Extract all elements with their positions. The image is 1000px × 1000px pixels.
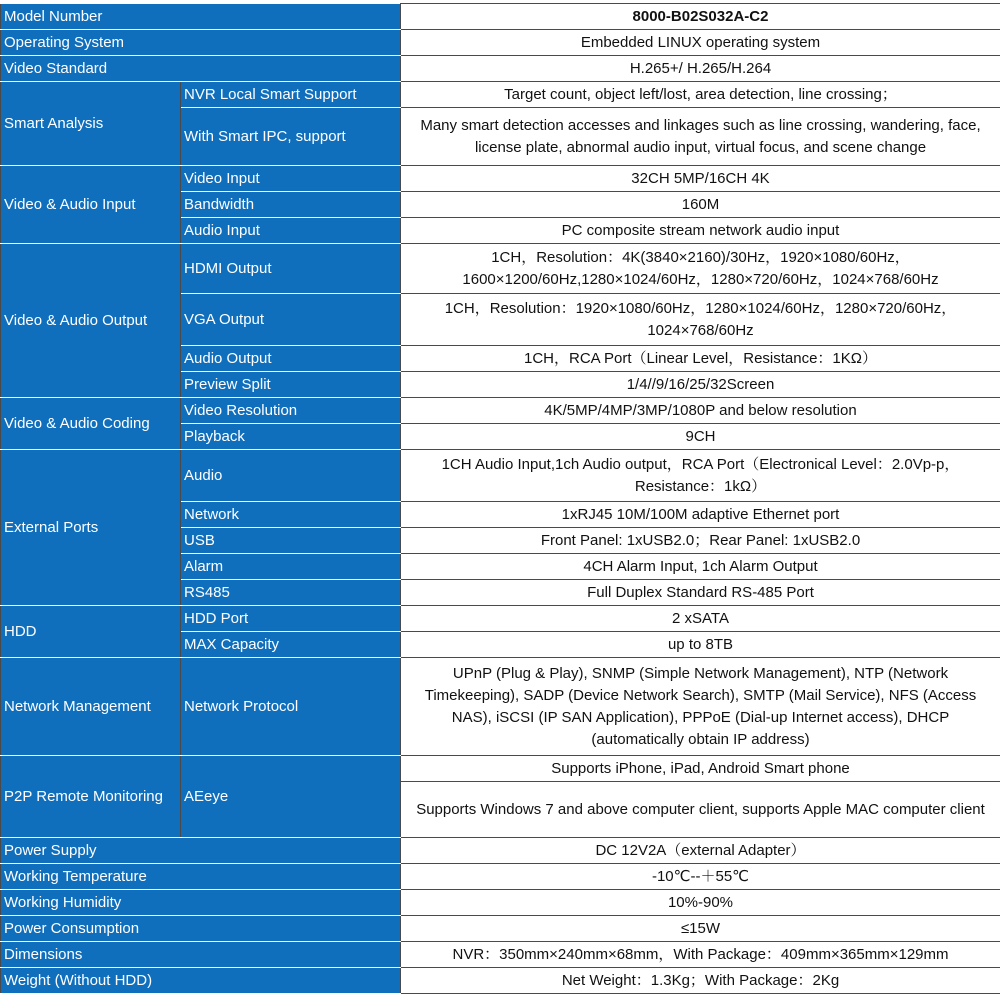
spec-row [1,4,1000,30]
spec-label-cell: AEeye [181,756,401,838]
spec-label-cell: Video & Audio Input [1,166,181,244]
spec-label-cell: Video & Audio Output [1,244,181,398]
spec-row [1,916,1000,942]
spec-label-cell: HDMI Output [181,244,401,294]
spec-label-cell: Dimensions [1,942,401,968]
spec-row [1,30,1000,56]
spec-value-cell: 4K/5MP/4MP/3MP/1080P and below resolution [401,398,1000,424]
spec-label-cell: Preview Split [181,372,401,398]
spec-row [1,56,1000,82]
spec-row [1,244,1000,294]
spec-label-cell: Weight (Without HDD) [1,968,401,994]
spec-label-cell: P2P Remote Monitoring [1,756,181,838]
spec-value-cell: ≤15W [401,916,1000,942]
spec-value-cell: DC 12V2A（external Adapter） [401,838,1000,864]
spec-value-cell: 32CH 5MP/16CH 4K [401,166,1000,192]
spec-label-cell: Video Input [181,166,401,192]
spec-label-cell: Video & Audio Coding [1,398,181,450]
spec-value-cell: Supports Windows 7 and above computer client, supports Apple MAC computer client [401,782,1000,838]
spec-value-cell: 1/4//9/16/25/32Screen [401,372,1000,398]
spec-value-cell: -10℃--＋55℃ [401,864,1000,890]
spec-value-cell: 8000-B02S032A-C2 [401,4,1000,30]
spec-row [1,450,1000,502]
spec-value-cell: 1CH，Resolution：1920×1080/60Hz，1280×1024/60Hz，1280×720/60Hz，1024×768/60Hz [401,294,1000,346]
spec-row [1,942,1000,968]
spec-value-cell: PC composite stream network audio input [401,218,1000,244]
spec-label-cell: Playback [181,424,401,450]
spec-row [1,398,1000,424]
spec-label-cell: Network [181,502,401,528]
spec-label-cell: Operating System [1,30,401,56]
spec-value-cell: UPnP (Plug & Play), SNMP (Simple Network Management), NTP (Network Timekeeping), SADP (Device Network Search), SMTP (Mail Service), NFS (Access NAS), iSCSI (IP SAN Application), PPPoE (Dial-up Internet access), DHCP (automatically obtain IP address) [401,658,1000,756]
spec-label-cell: NVR Local Smart Support [181,82,401,108]
spec-label-cell: Bandwidth [181,192,401,218]
spec-row [1,606,1000,632]
spec-label-cell: Video Standard [1,56,401,82]
spec-value-cell: up to 8TB [401,632,1000,658]
spec-label-cell: Network Management [1,658,181,756]
spec-label-cell: Audio [181,450,401,502]
spec-value-cell: Supports iPhone, iPad, Android Smart phone [401,756,1000,782]
spec-label-cell: VGA Output [181,294,401,346]
spec-value-cell: 1CH Audio Input,1ch Audio output，RCA Port（Electronical Level：2.0Vp-p，Resistance：1kΩ） [401,450,1000,502]
spec-label-cell: With Smart IPC, support [181,108,401,166]
spec-row [1,82,1000,108]
spec-value-cell: 1CH，Resolution：4K(3840×2160)/30Hz，1920×1080/60Hz，1600×1200/60Hz,1280×1024/60Hz，1280×720/60Hz，1024×768/60Hz [401,244,1000,294]
spec-value-cell: Front Panel: 1xUSB2.0；Rear Panel: 1xUSB2.0 [401,528,1000,554]
spec-value-cell: NVR：350mm×240mm×68mm，With Package：409mm×365mm×129mm [401,942,1000,968]
spec-label-cell: HDD Port [181,606,401,632]
spec-value-cell: 1CH，RCA Port（Linear Level，Resistance：1KΩ） [401,346,1000,372]
spec-label-cell: Audio Input [181,218,401,244]
spec-label-cell: USB [181,528,401,554]
spec-row [1,658,1000,756]
spec-label-cell: Working Humidity [1,890,401,916]
spec-value-cell: 1xRJ45 10M/100M adaptive Ethernet port [401,502,1000,528]
spec-value-cell: Many smart detection accesses and linkages such as line crossing, wandering, face, license plate, abnormal audio input, virtual focus, and scene change [401,108,1000,166]
spec-row [1,756,1000,782]
spec-value-cell: 4CH Alarm Input, 1ch Alarm Output [401,554,1000,580]
spec-row [1,864,1000,890]
spec-value-cell: Net Weight：1.3Kg；With Package：2Kg [401,968,1000,994]
spec-value-cell: 10%-90% [401,890,1000,916]
spec-row [1,838,1000,864]
spec-table [0,3,1000,994]
spec-label-cell: Alarm [181,554,401,580]
spec-label-cell: Video Resolution [181,398,401,424]
spec-table-body [1,4,1000,994]
spec-label-cell: MAX Capacity [181,632,401,658]
spec-value-cell: Embedded LINUX operating system [401,30,1000,56]
spec-label-cell: Network Protocol [181,658,401,756]
spec-value-cell: Full Duplex Standard RS-485 Port [401,580,1000,606]
spec-label-cell: Model Number [1,4,401,30]
spec-row [1,968,1000,994]
spec-label-cell: Power Consumption [1,916,401,942]
spec-value-cell: 2 xSATA [401,606,1000,632]
spec-label-cell: Working Temperature [1,864,401,890]
spec-row [1,166,1000,192]
spec-label-cell: Power Supply [1,838,401,864]
spec-value-cell: H.265+/ H.265/H.264 [401,56,1000,82]
spec-label-cell: Audio Output [181,346,401,372]
spec-value-cell: 160M [401,192,1000,218]
spec-label-cell: Smart Analysis [1,82,181,166]
spec-value-cell: Target count, object left/lost, area detection, line crossing； [401,82,1000,108]
spec-row [1,890,1000,916]
spec-label-cell: External Ports [1,450,181,606]
spec-label-cell: HDD [1,606,181,658]
spec-label-cell: RS485 [181,580,401,606]
spec-value-cell: 9CH [401,424,1000,450]
